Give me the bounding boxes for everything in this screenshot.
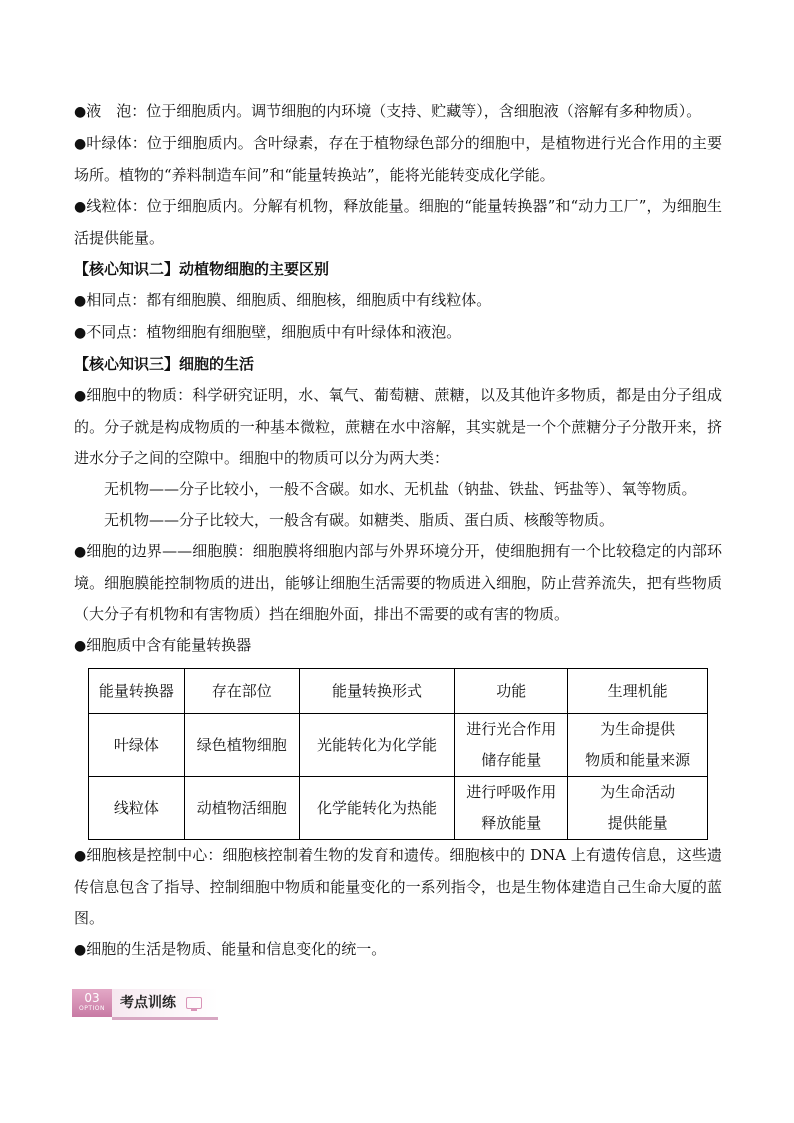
badge-label-block bbox=[112, 989, 218, 1020]
table-header-cell: 能量转换器 bbox=[89, 669, 185, 714]
section-heading-2: 【核心知识二】动植物细胞的主要区别 bbox=[74, 260, 330, 278]
paragraph-mitochondria: ● 线粒体：位于细胞质内。分解有机物，释放能量。细胞的“能量转换器”和“动力工厂”，为细胞生活提供能量。 bbox=[74, 191, 722, 254]
table-cell: 光能转化为化学能 bbox=[299, 714, 455, 777]
table-header-cell: 能量转换形式 bbox=[299, 669, 455, 714]
paragraph-chloroplast: ● 叶绿体：位于细胞质内。含叶绿素，存在于植物绿色部分的细胞中，是植物进行光合作用的主要场所。植物的“养料制造车间”和“能量转换站”，能将光能转变成化学能。 bbox=[74, 128, 722, 191]
paragraph-vacuole: ● 液 泡：位于细胞质内。调节细胞的内环境（支持、贮藏等），含细胞液（溶解有多种物质）。 bbox=[74, 96, 722, 128]
table-header-cell: 功能 bbox=[455, 669, 568, 714]
table-cell: 线粒体 bbox=[89, 777, 185, 840]
cell-line: 为生命活动 bbox=[600, 783, 676, 801]
cell-line: 进行呼吸作用 bbox=[466, 783, 557, 801]
cell-line: 提供能量 bbox=[607, 814, 668, 832]
cell-line: 物质和能量来源 bbox=[585, 751, 691, 769]
badge-number: 03 bbox=[84, 991, 100, 1005]
badge-number-block bbox=[72, 989, 112, 1017]
section-heading-3: 【核心知识三】细胞的生活 bbox=[74, 355, 255, 373]
document-body bbox=[74, 96, 722, 966]
paragraph-organic: 无机物——分子比较大，一般含有碳。如糖类、脂质、蛋白质、核酸等物质。 bbox=[104, 511, 615, 529]
paragraph-similarities: ● 相同点：都有细胞膜、细胞质、细胞核，细胞质中有线粒体。 bbox=[74, 285, 722, 317]
table-cell bbox=[455, 777, 568, 840]
paragraph-energy-converters: ● 细胞质中含有能量转换器 bbox=[74, 630, 722, 662]
table-cell bbox=[455, 714, 568, 777]
table-cell bbox=[568, 714, 708, 777]
table-header-row bbox=[89, 669, 708, 714]
table-row bbox=[89, 714, 708, 777]
cell-line: 为生命提供 bbox=[600, 720, 676, 738]
paragraph-differences: ● 不同点：植物细胞有细胞壁，细胞质中有叶绿体和液泡。 bbox=[74, 317, 722, 349]
cell-line: 储存能量 bbox=[481, 751, 542, 769]
paragraph-nucleus: ● 细胞核是控制中心：细胞核控制着生物的发育和遗传。细胞核中的 DNA 上有遗传信息，这些遗传信息包含了指导、控制细胞中物质和能量变化的一系列指令，也是生物体建造自己生命大厦的蓝图。 bbox=[74, 840, 722, 934]
paragraph-cell-substances: ● 细胞中的物质：科学研究证明，水、氧气、葡萄糖、蔗糖，以及其他许多物质，都是由分子组成的。分子就是构成物质的一种基本微粒，蔗糖在水中溶解，其实就是一个个蔗糖分子分散开来，挤进水分子之间的空隙中。细胞中的物质可以分为两大类： bbox=[74, 380, 722, 474]
table-header-cell: 存在部位 bbox=[184, 669, 299, 714]
paragraph-cell-life: ● 细胞的生活是物质、能量和信息变化的统一。 bbox=[74, 934, 722, 966]
table-header-cell: 生理机能 bbox=[568, 669, 708, 714]
table-cell: 化学能转化为热能 bbox=[299, 777, 455, 840]
table-cell: 动植物活细胞 bbox=[184, 777, 299, 840]
monitor-icon bbox=[186, 997, 202, 1009]
cell-line: 进行光合作用 bbox=[466, 720, 557, 738]
cell-line: 释放能量 bbox=[481, 814, 542, 832]
table-cell bbox=[568, 777, 708, 840]
table-cell: 叶绿体 bbox=[89, 714, 185, 777]
exercise-section-badge bbox=[72, 989, 222, 1021]
table-row bbox=[89, 777, 708, 840]
paragraph-inorganic: 无机物——分子比较小，一般不含碳。如水、无机盐（钠盐、铁盐、钙盐等）、氧等物质。 bbox=[104, 480, 697, 498]
table-cell: 绿色植物细胞 bbox=[184, 714, 299, 777]
paragraph-cell-membrane: ● 细胞的边界——细胞膜：细胞膜将细胞内部与外界环境分开，使细胞拥有一个比较稳定的内部环境。细胞膜能控制物质的进出，能够让细胞生活需要的物质进入细胞，防止营养流失，把有些物质（大分子有机物和有害物质）挡在细胞外面，排出不需要的或有害的物质。 bbox=[74, 536, 722, 630]
energy-converter-table bbox=[88, 668, 708, 840]
badge-subtitle: OPTION bbox=[79, 1005, 105, 1012]
badge-label: 考点训练 bbox=[120, 995, 176, 1011]
